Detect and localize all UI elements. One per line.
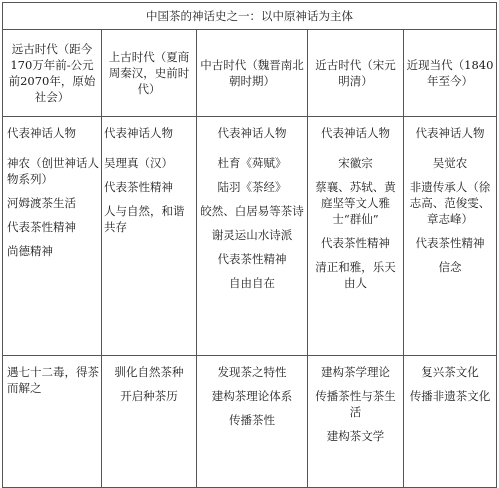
development-cell: [404, 356, 497, 488]
cell-line: 谢灵运山水诗派: [211, 228, 293, 242]
cell-line: 陆羽《茶经》: [217, 180, 287, 194]
development-cell: [197, 356, 308, 488]
development-cell: [3, 356, 102, 488]
cell-line: 吴觉农: [432, 156, 468, 170]
figures-cell: [197, 117, 308, 356]
figures-cell: [308, 117, 404, 356]
cell-line: 代表神话人物: [217, 126, 287, 140]
cell-line: 建构茶理论体系: [211, 389, 293, 403]
table-title: 中国茶的神话史之一：以中原神话为主体: [3, 3, 497, 30]
cell-line: 杜育《荈赋》: [217, 156, 287, 170]
figures-cell: [404, 117, 497, 356]
figures-cell: [3, 117, 102, 356]
cell-line: 河姆渡茶生活: [7, 196, 76, 210]
cell-line: 神农（创世神话人物系列）: [7, 156, 99, 186]
cell-line: 非遗传承人（徐志高、范俊雯、章志峰）: [409, 180, 491, 226]
tea-mythology-table: [2, 2, 497, 488]
cell-line: 代表神话人物: [415, 126, 485, 140]
cell-line: 开启种茶历: [120, 389, 178, 403]
development-row: [3, 356, 497, 488]
title-row: [3, 3, 497, 30]
cell-line: 建构茶文学: [326, 429, 385, 443]
cell-line: 尚德精神: [7, 244, 53, 258]
cell-line: 自由自在: [229, 276, 275, 290]
period-cell: 近古时代（宋元明清）: [308, 30, 404, 117]
figures-row: [3, 117, 497, 356]
development-cell: [102, 356, 197, 488]
period-cell: 远古时代（距今170万年前-公元前2070年，原始社会）: [3, 30, 102, 117]
cell-line: 遇七十二毒，得茶而解之: [7, 365, 99, 395]
cell-line: 蔡襄、苏轼、黄庭坚等文人雅士“群仙”: [315, 180, 396, 226]
period-row: [3, 30, 497, 117]
cell-line: 吴理真（汉）: [104, 156, 173, 170]
period-cell: 上古时代（夏商周秦汉，史前时代）: [102, 30, 197, 117]
cell-line: 信念: [438, 260, 462, 274]
cell-line: 传播非遗茶文化: [409, 389, 491, 403]
cell-line: 传播茶性与茶生活: [315, 389, 396, 419]
cell-line: 皎然、白居易等茶诗: [200, 204, 304, 218]
cell-line: 代表茶性精神: [321, 236, 390, 250]
cell-line: 代表神话人物: [104, 126, 173, 140]
cell-line: 代表茶性精神: [415, 236, 485, 250]
period-cell: 近现当代（1840年至今）: [404, 30, 497, 117]
cell-line: 发现茶之特性: [217, 365, 287, 379]
figures-cell: [102, 117, 197, 356]
cell-line: 复兴茶文化: [421, 365, 479, 379]
cell-line: 清正和雅，乐天由人: [315, 260, 396, 290]
cell-line: 宋徽宗: [338, 156, 373, 170]
period-cell: 中古时代（魏晋南北朝时期）: [197, 30, 308, 117]
development-cell: [308, 356, 404, 488]
cell-line: 代表茶性精神: [104, 180, 173, 194]
cell-line: 建构茶学理论: [321, 365, 390, 379]
cell-line: 代表茶性精神: [217, 252, 287, 266]
cell-line: 驯化自然茶种: [114, 365, 184, 379]
cell-line: 传播茶性: [229, 413, 275, 427]
cell-line: 人与自然，和谐共存: [104, 204, 185, 234]
cell-line: 代表神话人物: [7, 126, 76, 140]
cell-line: 代表茶性精神: [7, 220, 76, 234]
cell-line: 代表神话人物: [321, 126, 390, 140]
